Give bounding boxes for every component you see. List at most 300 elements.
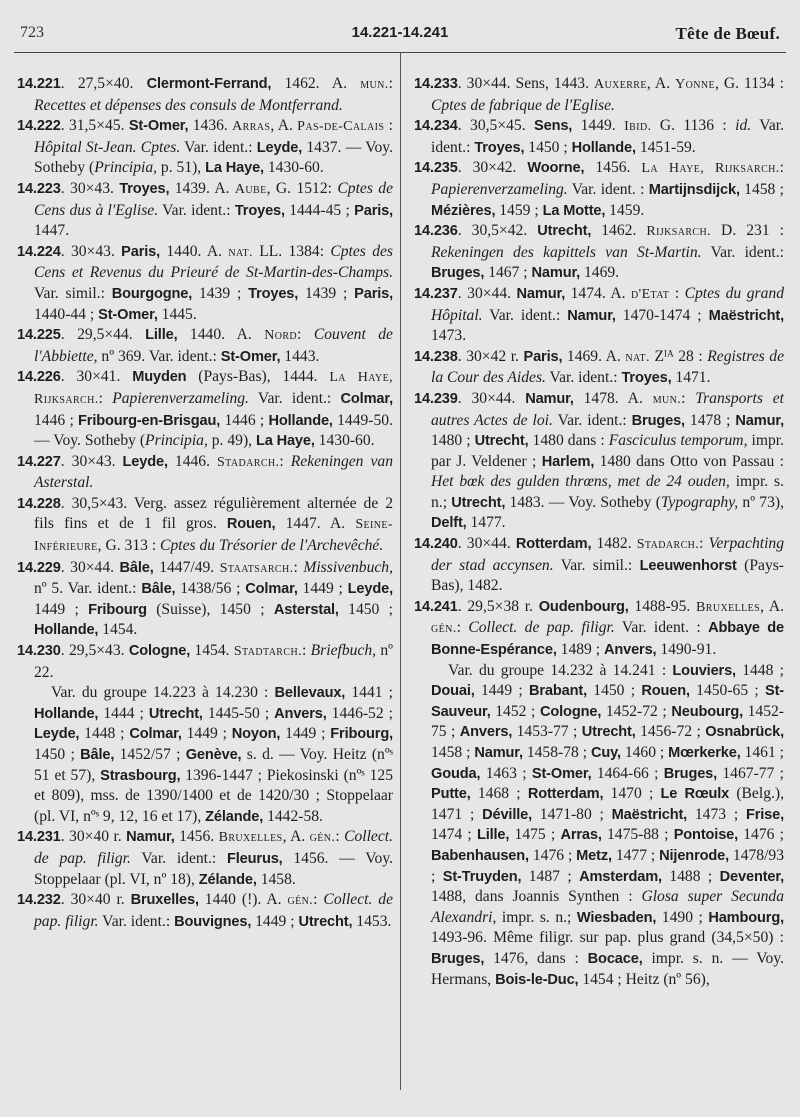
bold-text: Utrecht, xyxy=(537,223,592,240)
bold-text: Bocace, xyxy=(587,950,643,967)
text: 1464-66 ; xyxy=(591,764,664,782)
text: 1474. A. xyxy=(565,284,632,302)
bold-text: Cologne, xyxy=(128,643,191,660)
text: Var. ident. : xyxy=(567,180,649,198)
catalogue-entry xyxy=(414,158,784,221)
bold-text: Bruxelles, xyxy=(130,892,199,909)
bold-text: La Motte, xyxy=(542,202,606,219)
bold-text: Bruges, xyxy=(431,265,485,282)
text: 1445. xyxy=(157,305,197,323)
text: 1470 ; xyxy=(603,785,661,803)
bold-text: Arras, xyxy=(560,827,602,844)
italic-text: Cptes du Trésorier de l'Archevêché. xyxy=(160,537,384,555)
bold-text: Hambourg, xyxy=(708,909,784,926)
text: D. 231 : xyxy=(711,222,784,240)
small-caps-text: Rijksarch. xyxy=(646,224,712,240)
bold-text: Metz, xyxy=(576,847,612,864)
text: 1447/49. xyxy=(153,558,220,576)
text: : xyxy=(293,558,304,576)
bold-text: Colmar, xyxy=(340,390,393,407)
text: 1450 ; xyxy=(338,600,393,618)
bold-text: Leyde, xyxy=(34,726,80,743)
text: Var. ident.: xyxy=(552,411,632,429)
text: 1478 ; xyxy=(684,411,736,429)
bold-text: Bruges, xyxy=(631,412,685,429)
text: , A. xyxy=(282,828,310,846)
bold-text: La Haye, xyxy=(205,160,264,177)
bold-text: Wiesbaden, xyxy=(576,909,657,926)
entry-number: 14.241 xyxy=(414,598,458,615)
bold-text: Neubourg, xyxy=(671,703,743,720)
italic-text: Papierenverzameling. xyxy=(431,180,568,198)
text: . 30×44. xyxy=(457,535,516,553)
text: 1462. xyxy=(591,222,647,240)
bold-text: Maëstricht, xyxy=(611,806,688,823)
bold-text: Bâle, xyxy=(141,581,176,598)
bold-text: St-Sauveur, xyxy=(431,683,784,720)
text: 1490 ; xyxy=(656,908,709,926)
italic-text: Cptes de Cens dus à l'Eglise. xyxy=(34,179,393,219)
text: 1450 ; xyxy=(524,138,572,156)
entry-number: 14.224 xyxy=(17,243,61,260)
bold-text: Cologne, xyxy=(540,703,602,720)
bold-text: Asterstal, xyxy=(273,601,339,618)
bold-text: St-Omer, xyxy=(98,306,158,323)
text: 1444 ; xyxy=(98,704,149,722)
text: 1437. — Voy. Sotheby ( xyxy=(34,138,393,177)
text: . 30,5×42. xyxy=(457,222,538,240)
catalogue-entry xyxy=(17,74,393,116)
entry-number: 14.239 xyxy=(414,390,458,407)
text: Var. ident.: xyxy=(701,243,784,261)
italic-text: Transports et autres Actes de loi. xyxy=(431,389,784,429)
catalogue-entry xyxy=(17,641,393,683)
bold-text: Fleurus, xyxy=(227,850,283,867)
text: 1452 ; xyxy=(490,702,540,720)
small-caps-text: Bruxelles xyxy=(696,599,761,615)
text: Var. du groupe 14.223 à 14.230 : xyxy=(51,684,275,702)
italic-text: Fasciculus temporum, xyxy=(608,432,748,450)
bold-text: Nijenrode, xyxy=(659,847,729,864)
bold-text: Anvers, xyxy=(459,724,513,741)
text: 1489 ; xyxy=(556,641,604,659)
bold-text: Colmar, xyxy=(129,726,182,743)
text: 1444-45 ; xyxy=(284,201,355,219)
catalogue-entry xyxy=(17,890,393,932)
catalogue-entry xyxy=(414,74,784,116)
text: 1454. xyxy=(98,621,138,639)
column-divider xyxy=(400,53,401,1090)
bold-text: Cuy, xyxy=(590,745,621,761)
text: 1469. A. xyxy=(562,347,626,365)
bold-text: Abbaye de Bonne-Espérance, xyxy=(431,620,784,659)
bold-text: Putte, xyxy=(431,786,471,803)
bold-text: Paris, xyxy=(354,202,393,219)
bold-text: Troyes, xyxy=(474,139,525,156)
bold-text: Fribourg-en-Brisgau, xyxy=(78,412,221,429)
text: 1446 ; xyxy=(34,411,79,429)
bold-text: Namur, xyxy=(567,307,616,324)
italic-text: Briefbuch, xyxy=(310,642,377,660)
text: 1446-52 ; xyxy=(326,704,393,722)
text: 1469. xyxy=(580,264,620,282)
bold-text: Gouda, xyxy=(431,765,481,782)
text: 1440. A. xyxy=(177,326,265,344)
text: (Belg.), 1471 ; xyxy=(431,785,784,823)
text: LL. 1384: xyxy=(252,242,331,260)
text: 1442-58. xyxy=(263,807,323,825)
text: 1448 ; xyxy=(79,725,130,743)
text: 1476 ; xyxy=(528,846,577,864)
text: 1459 ; xyxy=(495,201,543,219)
small-caps-text: mun. xyxy=(360,77,389,92)
entry-number: 14.221 xyxy=(17,76,61,92)
bold-text: Leyde, xyxy=(122,453,168,470)
text: : xyxy=(98,389,113,407)
entry-number: 14.227 xyxy=(17,453,61,470)
section-title: Tête de Bœuf. xyxy=(675,24,780,43)
text: , G. 1512: xyxy=(266,179,338,197)
text: G. 1136 : xyxy=(651,117,736,135)
small-caps-text: gén. xyxy=(287,893,314,909)
text: 1493-96. Même filigr. sur pap. plus grand (34,5×50) : xyxy=(431,929,784,947)
italic-text: Typography, xyxy=(660,493,739,511)
text: 1440. A. xyxy=(160,242,229,260)
text: p. 51), xyxy=(157,159,206,177)
text: 1446. xyxy=(167,452,217,470)
catalogue-entry xyxy=(17,325,393,367)
text: 1441 ; xyxy=(345,684,393,702)
bold-text: Mœrkerke, xyxy=(668,745,741,761)
text: . 29,5×38 r. xyxy=(457,597,539,615)
text: 1449 ; xyxy=(297,580,348,598)
text: Var. ident.: xyxy=(130,849,228,867)
text: 1450 ; xyxy=(34,746,81,763)
catalogue-entry xyxy=(414,284,784,347)
text: 1450-65 ; xyxy=(689,682,765,700)
text: 1482. xyxy=(591,535,637,553)
catalogue-entry xyxy=(17,242,393,325)
variant-group-note xyxy=(17,683,393,827)
bold-text: Namur, xyxy=(525,390,574,407)
bold-text: Bourgogne, xyxy=(111,285,193,302)
bold-text: Namur, xyxy=(474,745,523,761)
text: 1480 dans : xyxy=(528,432,609,450)
text: p. 49), xyxy=(207,432,256,450)
text: 1468 ; xyxy=(470,785,528,803)
catalogue-entry xyxy=(414,116,784,158)
small-caps-text: Arras xyxy=(232,119,271,135)
text: 1452-75 ; xyxy=(431,702,784,741)
bold-text: Paris, xyxy=(523,348,563,365)
text: 1458 ; xyxy=(431,744,475,761)
text: . 29,5×44. xyxy=(60,326,146,344)
bold-text: St-Omer, xyxy=(220,348,281,365)
text: : xyxy=(681,389,696,407)
bold-text: Bâle, xyxy=(119,559,154,576)
bold-text: Le Rœulx xyxy=(660,786,730,803)
text: (Pays-Bas), 1482. xyxy=(431,556,784,595)
text: 1454 ; Heitz (nº 56), xyxy=(578,970,710,988)
text: : xyxy=(301,642,311,660)
bold-text: Rotterdam, xyxy=(515,536,592,553)
text: 1440 (!). A. xyxy=(198,891,288,909)
bold-text: Fribourg xyxy=(88,601,147,618)
entry-number: 14.240 xyxy=(414,536,458,553)
bold-text: Leyde, xyxy=(256,139,303,156)
text: 1487 ; xyxy=(521,867,580,885)
text: 1467 ; xyxy=(484,264,532,282)
text: Var. ident.: xyxy=(431,117,784,156)
text: 1446 ; xyxy=(220,411,269,429)
entry-range: 14.221-14.241 xyxy=(351,24,449,41)
entry-number: 14.236 xyxy=(414,223,458,240)
small-caps-text: mun. xyxy=(652,391,682,407)
italic-text: Missivenbuch, xyxy=(303,558,393,576)
text: 1471-80 ; xyxy=(532,805,612,823)
text: impr. s. n. — Voy. Hermans, xyxy=(431,949,784,988)
text: 1448 ; xyxy=(735,661,784,679)
text: 1462. A. xyxy=(271,75,361,92)
text: nº 5. Var. ident.: xyxy=(34,580,142,598)
catalogue-entry xyxy=(17,179,393,242)
bold-text: Paris, xyxy=(354,285,393,302)
text: 1473 ; xyxy=(687,805,746,823)
bold-text: Woorne, xyxy=(527,160,585,177)
text: Var. ident.: xyxy=(545,369,622,387)
text: 1474 ; xyxy=(431,826,477,844)
bold-text: Oudenbourg, xyxy=(538,598,629,615)
bold-text: Hollande, xyxy=(34,705,99,722)
text: : xyxy=(313,891,324,909)
text: 1439 ; xyxy=(192,284,249,302)
text: 1440-44 ; xyxy=(34,305,99,323)
text: 1443. xyxy=(280,347,320,365)
catalogue-entry xyxy=(414,347,784,389)
entry-number: 14.222 xyxy=(17,118,61,135)
text: , A. xyxy=(270,117,298,135)
text: Var. ident.: xyxy=(180,138,257,156)
text: 1458 ; xyxy=(739,180,784,198)
text: (Suisse), 1450 ; xyxy=(146,600,274,618)
text: 1460 ; xyxy=(620,744,669,761)
italic-text: Principia, xyxy=(145,432,208,450)
entry-number: 14.232 xyxy=(17,892,61,909)
italic-text: Collect. de pap. filigr. xyxy=(468,619,615,637)
text: 1478/93 ; xyxy=(431,846,784,885)
text: . 29,5×43. xyxy=(60,642,129,660)
bold-text: Deventer, xyxy=(719,868,784,885)
text: : xyxy=(335,828,345,846)
text: : xyxy=(384,117,393,135)
text: 1449 ; xyxy=(181,725,232,743)
bold-text: Clermont-Ferrand, xyxy=(146,76,272,92)
text: 1471. xyxy=(671,369,711,387)
text: Var. ident.: xyxy=(482,306,568,324)
text: . 30×43. xyxy=(60,452,123,470)
bold-text: Anvers, xyxy=(274,705,327,722)
bold-text: Troyes, xyxy=(621,370,672,387)
italic-text: Glosa super Secunda Alexandri, xyxy=(431,888,784,926)
text: 1478. A. xyxy=(573,389,653,407)
catalogue-entry xyxy=(414,221,784,284)
text: 1473. xyxy=(431,327,467,345)
bold-text: Noyon, xyxy=(231,726,281,743)
text: . 30×43. xyxy=(60,242,122,260)
text: 1480 dans Otto von Passau : xyxy=(594,452,784,470)
small-caps-text: Staatsarch. xyxy=(219,560,294,576)
text: , A. xyxy=(760,597,784,615)
bold-text: St-Truyden, xyxy=(442,868,522,885)
text: (Pays-Bas), 1444. xyxy=(186,368,330,386)
bold-text: Colmar, xyxy=(245,581,298,598)
text: impr. s. n.; xyxy=(496,908,577,926)
entry-number: 14.234 xyxy=(414,118,458,135)
text: 1447. xyxy=(34,222,70,240)
text: : xyxy=(388,75,393,92)
bold-text: Troyes, xyxy=(119,180,170,197)
text: Var. ident.: xyxy=(158,201,235,219)
small-caps-text: Auxerre xyxy=(593,77,647,92)
bold-text: Osnabrück, xyxy=(705,724,784,741)
text: : xyxy=(779,159,784,177)
entry-number: 14.237 xyxy=(414,285,458,302)
text: 1449-50. — Voy. Sotheby ( xyxy=(34,411,393,450)
text: . 30×44. Sens, 1443. xyxy=(457,75,594,92)
bold-text: Paris, xyxy=(121,243,161,260)
running-header xyxy=(0,24,800,46)
bold-text: Troyes, xyxy=(234,202,285,219)
text: . 30×40 r. xyxy=(60,891,131,909)
bold-text: St-Omer, xyxy=(531,765,592,782)
bold-text: Douai, xyxy=(431,683,475,700)
text: , A. xyxy=(646,75,676,92)
bold-text: Utrecht, xyxy=(474,433,529,450)
small-caps-text: Nord xyxy=(264,328,298,344)
text: 1488, dans Joannis Synthen : xyxy=(431,888,642,906)
bold-text: Zélande, xyxy=(198,871,257,888)
entry-number: 14.230 xyxy=(17,643,61,660)
text: 1456-72 ; xyxy=(635,723,706,741)
text: 1451-59. xyxy=(635,138,696,156)
small-caps-text: gén. xyxy=(431,621,457,637)
italic-text: Rekeningen van Asterstal. xyxy=(34,452,393,492)
text: : xyxy=(456,619,469,637)
small-caps-text: Seine-Inférieure xyxy=(34,517,393,555)
bold-text: Utrecht, xyxy=(451,494,506,511)
text: 1458-78 ; xyxy=(522,744,591,761)
text: 1430-60. xyxy=(314,432,375,450)
catalogue-entry xyxy=(17,452,393,494)
bold-text: Bellevaux, xyxy=(274,685,346,702)
bold-text: Brabant, xyxy=(529,683,588,700)
italic-text: Collect. de pap. filigr. xyxy=(34,828,393,867)
small-caps-text: La Haye, Rijksarch. xyxy=(641,161,780,177)
text: 1449 ; xyxy=(280,725,331,743)
text: : xyxy=(279,452,291,470)
text: 1449 ; xyxy=(34,600,89,618)
text: 1456. — Voy. Stoppelaar (pl. VI, nº 18), xyxy=(34,849,393,888)
catalogue-entry xyxy=(17,116,393,179)
text: 1488-95. xyxy=(628,597,697,615)
bold-text: Bouvignes, xyxy=(174,913,252,930)
bold-text: Lille, xyxy=(145,327,178,344)
page-number: 723 xyxy=(20,24,44,41)
text: Var. ident.: xyxy=(98,912,175,930)
text: s. d. — Voy. Heitz (nºˢ 51 et 57), xyxy=(34,746,393,784)
italic-text: Papierenverzameling. xyxy=(112,389,249,407)
italic-text: Principia, xyxy=(94,159,158,177)
text: 1439. A. xyxy=(169,179,235,197)
text: 1476, dans : xyxy=(484,949,588,967)
bold-text: Pontoise, xyxy=(673,827,739,844)
bold-text: Hollande, xyxy=(571,139,636,156)
italic-text: id. xyxy=(735,117,752,135)
catalogue-entry xyxy=(17,827,393,890)
small-caps-text: Stadarch. xyxy=(216,454,280,470)
text: 1477 ; xyxy=(611,846,660,864)
bold-text: Frise, xyxy=(745,806,784,823)
bold-text: Rotterdam, xyxy=(527,786,604,803)
bold-text: Muyden xyxy=(132,369,187,386)
text: 1456. xyxy=(174,828,219,846)
bold-text: Namur, xyxy=(735,412,784,429)
text: Var. ident. : xyxy=(614,619,709,637)
text: , G. 313 : xyxy=(97,537,161,555)
text: 1430-60. xyxy=(263,159,324,177)
entry-number: 14.231 xyxy=(17,829,61,846)
text: . 30×42. xyxy=(457,159,528,177)
bold-text: Maëstricht, xyxy=(708,307,784,324)
bold-text: Bruges, xyxy=(663,765,718,782)
right-column xyxy=(414,74,784,1074)
bold-text: Utrecht, xyxy=(581,724,636,741)
text: 1459. xyxy=(605,201,645,219)
text: 1467-77 ; xyxy=(717,764,784,782)
text: 1453-77 ; xyxy=(512,723,582,741)
text: 1449 ; xyxy=(251,912,299,930)
text: 1452-72 ; xyxy=(601,702,672,720)
text: . 30×42 r. xyxy=(457,347,524,365)
bold-text: Mézières, xyxy=(431,202,496,219)
bold-text: Utrecht, xyxy=(148,705,203,722)
bold-text: Louviers, xyxy=(672,662,736,679)
small-caps-text: nat. xyxy=(228,244,253,260)
text: 1439 ; xyxy=(298,284,355,302)
italic-text: Cptes du grand Hôpital. xyxy=(431,284,784,324)
bold-text: Utrecht, xyxy=(298,913,353,930)
text: 1476 ; xyxy=(738,826,784,844)
text: . 30×41. xyxy=(60,368,133,386)
small-caps-text: d'Etat xyxy=(631,286,670,302)
text: 1456. xyxy=(584,159,642,177)
italic-text: Cptes de fabrique de l'Eglise. xyxy=(431,96,615,114)
text: , G. 1134 : xyxy=(714,75,784,92)
text: 1453. xyxy=(352,912,392,930)
italic-text: Couvent de l'Abbiette, xyxy=(34,326,393,365)
bold-text: Rouen, xyxy=(226,516,276,533)
bold-text: Bruges, xyxy=(431,950,485,967)
text: nº 73), xyxy=(738,493,784,511)
text: 1449 ; xyxy=(474,682,530,700)
bold-text: Harlem, xyxy=(541,453,595,470)
bold-text: Bois-le-Duc, xyxy=(495,971,579,988)
bold-text: Lille, xyxy=(476,827,510,844)
text: 1463 ; xyxy=(480,764,532,782)
text: 1449. xyxy=(572,117,625,135)
bold-text: Sens, xyxy=(534,118,573,135)
catalogue-entry xyxy=(414,534,784,597)
